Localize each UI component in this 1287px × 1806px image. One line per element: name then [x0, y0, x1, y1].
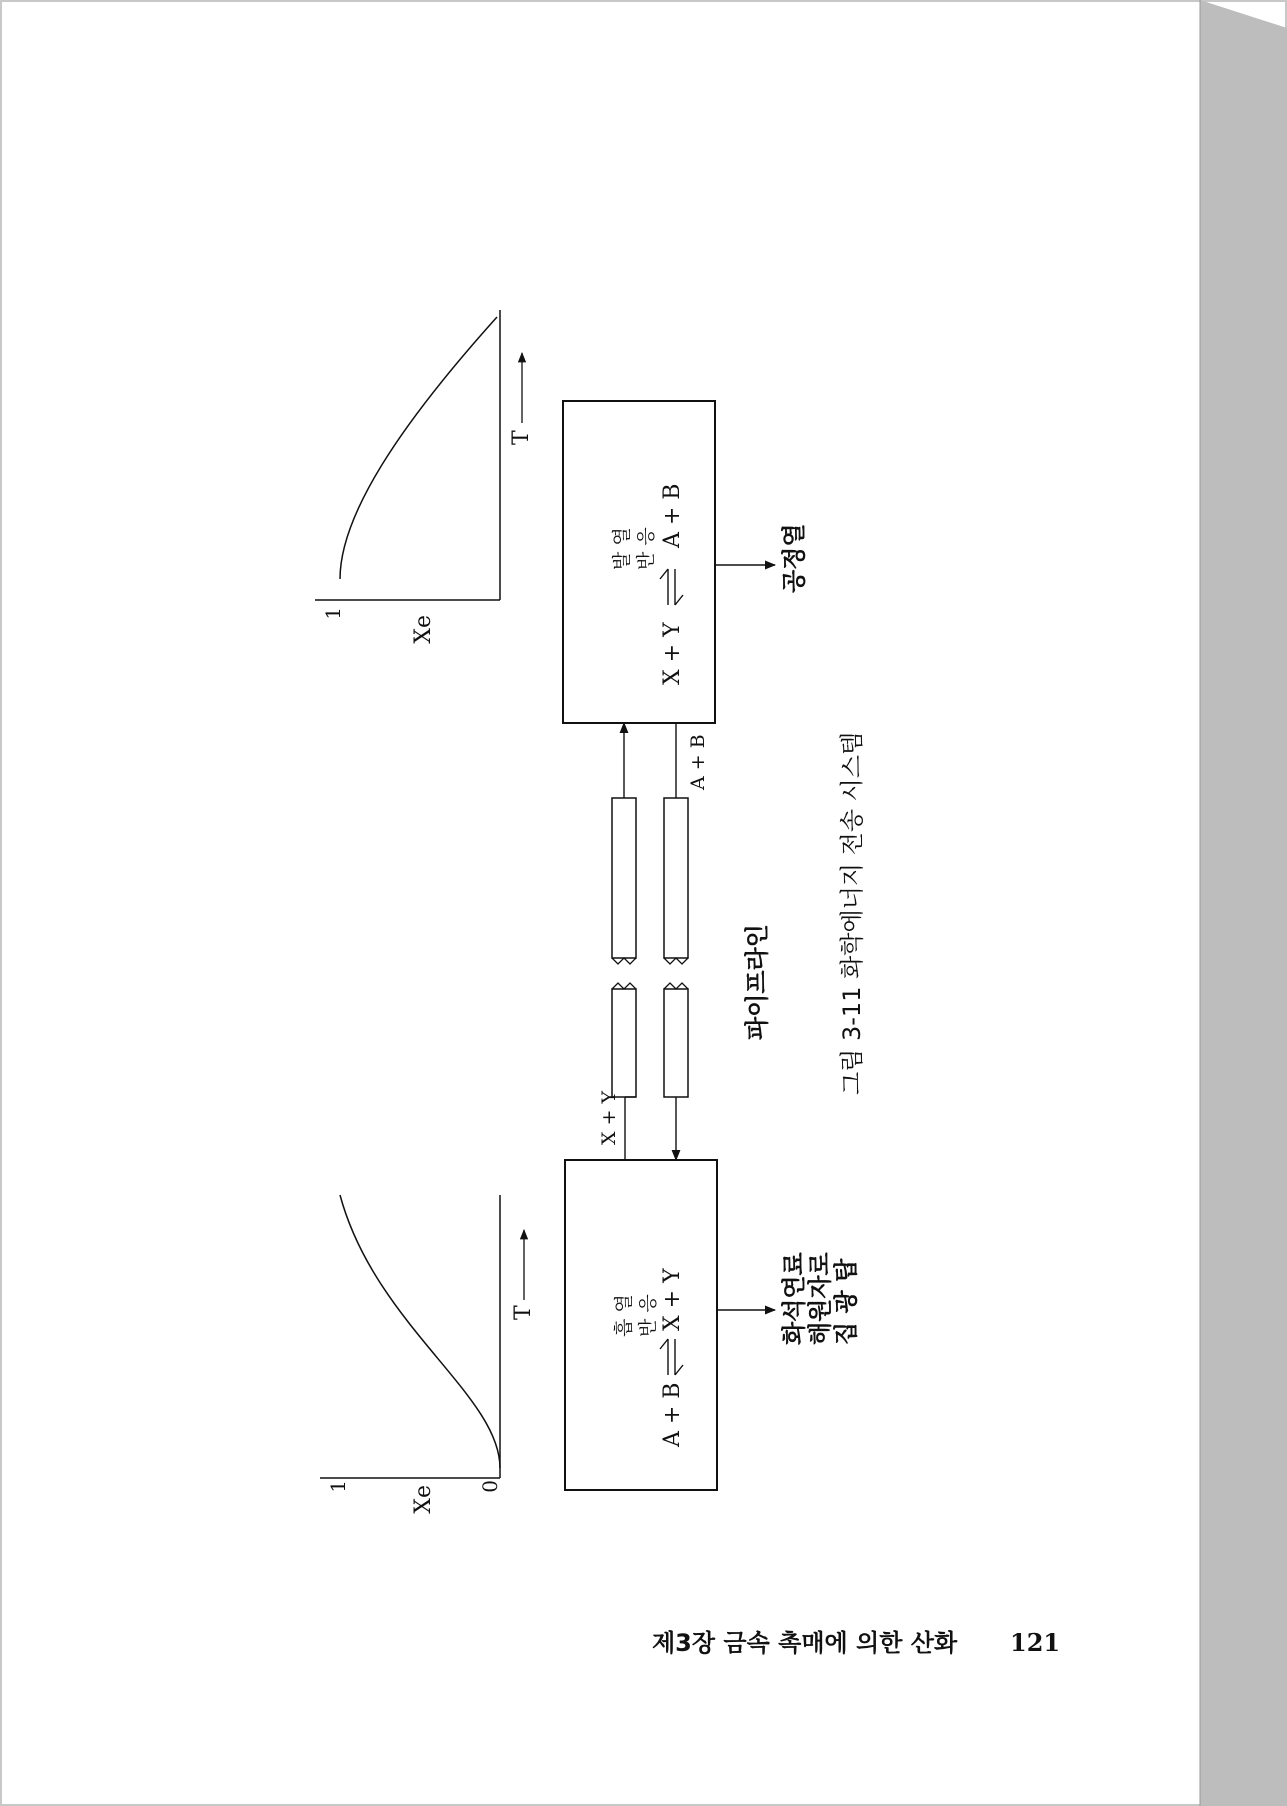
exothermic-equation-left: X + Y: [660, 622, 685, 685]
book-spine: [1200, 0, 1287, 1806]
heat-source-line1: 화석연료: [780, 1252, 808, 1345]
exothermic-equation-right: A + B: [660, 483, 685, 548]
footer-chapter-title: 제3장 금속 촉매에 의한 산화: [652, 1629, 958, 1657]
left-graph-y-top: 1: [326, 1480, 350, 1493]
left-graph-y-label: Xe: [411, 1485, 436, 1514]
footer-page-number: 121: [1010, 1628, 1061, 1657]
endothermic-equation-left: A + B: [660, 1382, 685, 1447]
right-graph-x-label: T: [509, 430, 534, 445]
endothermic-reaction-type-line1: 흡 열: [613, 1294, 635, 1337]
left-graph-x-label: T: [511, 1305, 536, 1320]
exothermic-reaction-type-line2: 반 응: [635, 527, 657, 570]
left-graph-y-bottom: 0: [478, 1480, 502, 1493]
heat-source-line3: 집 광 탑: [832, 1258, 860, 1345]
pipeline-label: 파이프라인: [743, 924, 771, 1040]
exothermic-reaction-type-line1: 발 열: [611, 527, 633, 570]
right-graph-y-label: Xe: [411, 615, 436, 644]
stream-to-left-label: A + B: [687, 734, 709, 790]
endothermic-reaction-type-line2: 반 응: [637, 1294, 659, 1337]
right-graph-y-top: 1: [321, 607, 345, 620]
endothermic-equation-right: X + Y: [660, 1268, 685, 1331]
stream-to-right-label: X + Y: [598, 1090, 620, 1145]
heat-source-line2: 해원자로: [806, 1252, 834, 1345]
heat-output-label: 공정열: [780, 523, 808, 593]
figure-caption: 그림 3-11 화학에너지 전송 시스템: [838, 731, 866, 1095]
